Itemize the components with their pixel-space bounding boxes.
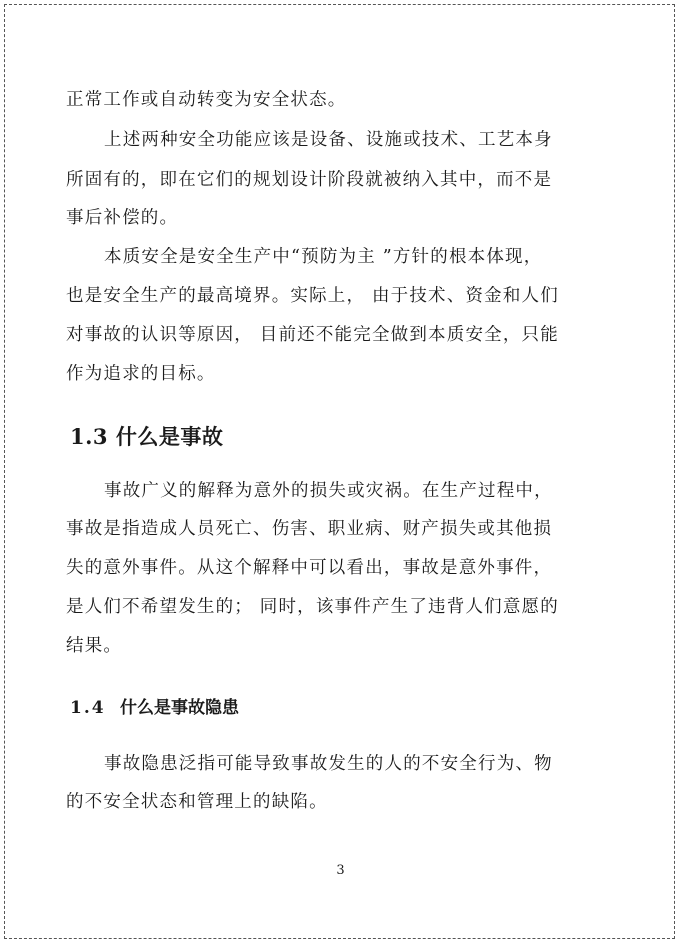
paragraph-line: 事故是指造成人员死亡、伤害、职业病、财产损失或其他损 xyxy=(66,519,553,539)
paragraph-line: 本质安全是安全生产中“预防为主 ”方针的根本体现， xyxy=(104,247,543,267)
section-heading-1-4 xyxy=(70,696,239,720)
paragraph-line: 所固有的，即在它们的规划设计阶段就被纳入其中，而不是 xyxy=(66,170,553,190)
page-number: 3 xyxy=(336,863,345,878)
paragraph-line: 结果。 xyxy=(66,636,123,656)
section-title: 什么是事故隐患 xyxy=(120,698,239,718)
paragraph-line: 也是安全生产的最高境界。实际上， 由于技术、资金和人们 xyxy=(66,286,559,306)
section-heading-1-3: 1.3 什么是事故 xyxy=(70,424,224,449)
paragraph-line: 上述两种安全功能应该是设备、设施或技术、工艺本身 xyxy=(104,130,553,150)
paragraph-line: 作为追求的目标。 xyxy=(66,364,216,384)
section-number: 1.4 xyxy=(70,698,106,718)
paragraph-line: 对事故的认识等原因， 目前还不能完全做到本质安全，只能 xyxy=(66,325,559,345)
paragraph-line: 事后补偿的。 xyxy=(66,208,179,228)
paragraph-line: 事故广义的解释为意外的损失或灾祸。在生产过程中， xyxy=(104,481,553,501)
paragraph-line: 是人们不希望发生的； 同时，该事件产生了违背人们意愿的 xyxy=(66,597,559,617)
paragraph-line: 失的意外事件。从这个解释中可以看出，事故是意外事件， xyxy=(66,558,553,578)
paragraph-line: 的不安全状态和管理上的缺陷。 xyxy=(66,792,328,812)
paragraph-line: 事故隐患泛指可能导致事故发生的人的不安全行为、物 xyxy=(104,754,553,774)
paragraph-line: 正常工作或自动转变为安全状态。 xyxy=(66,90,347,110)
